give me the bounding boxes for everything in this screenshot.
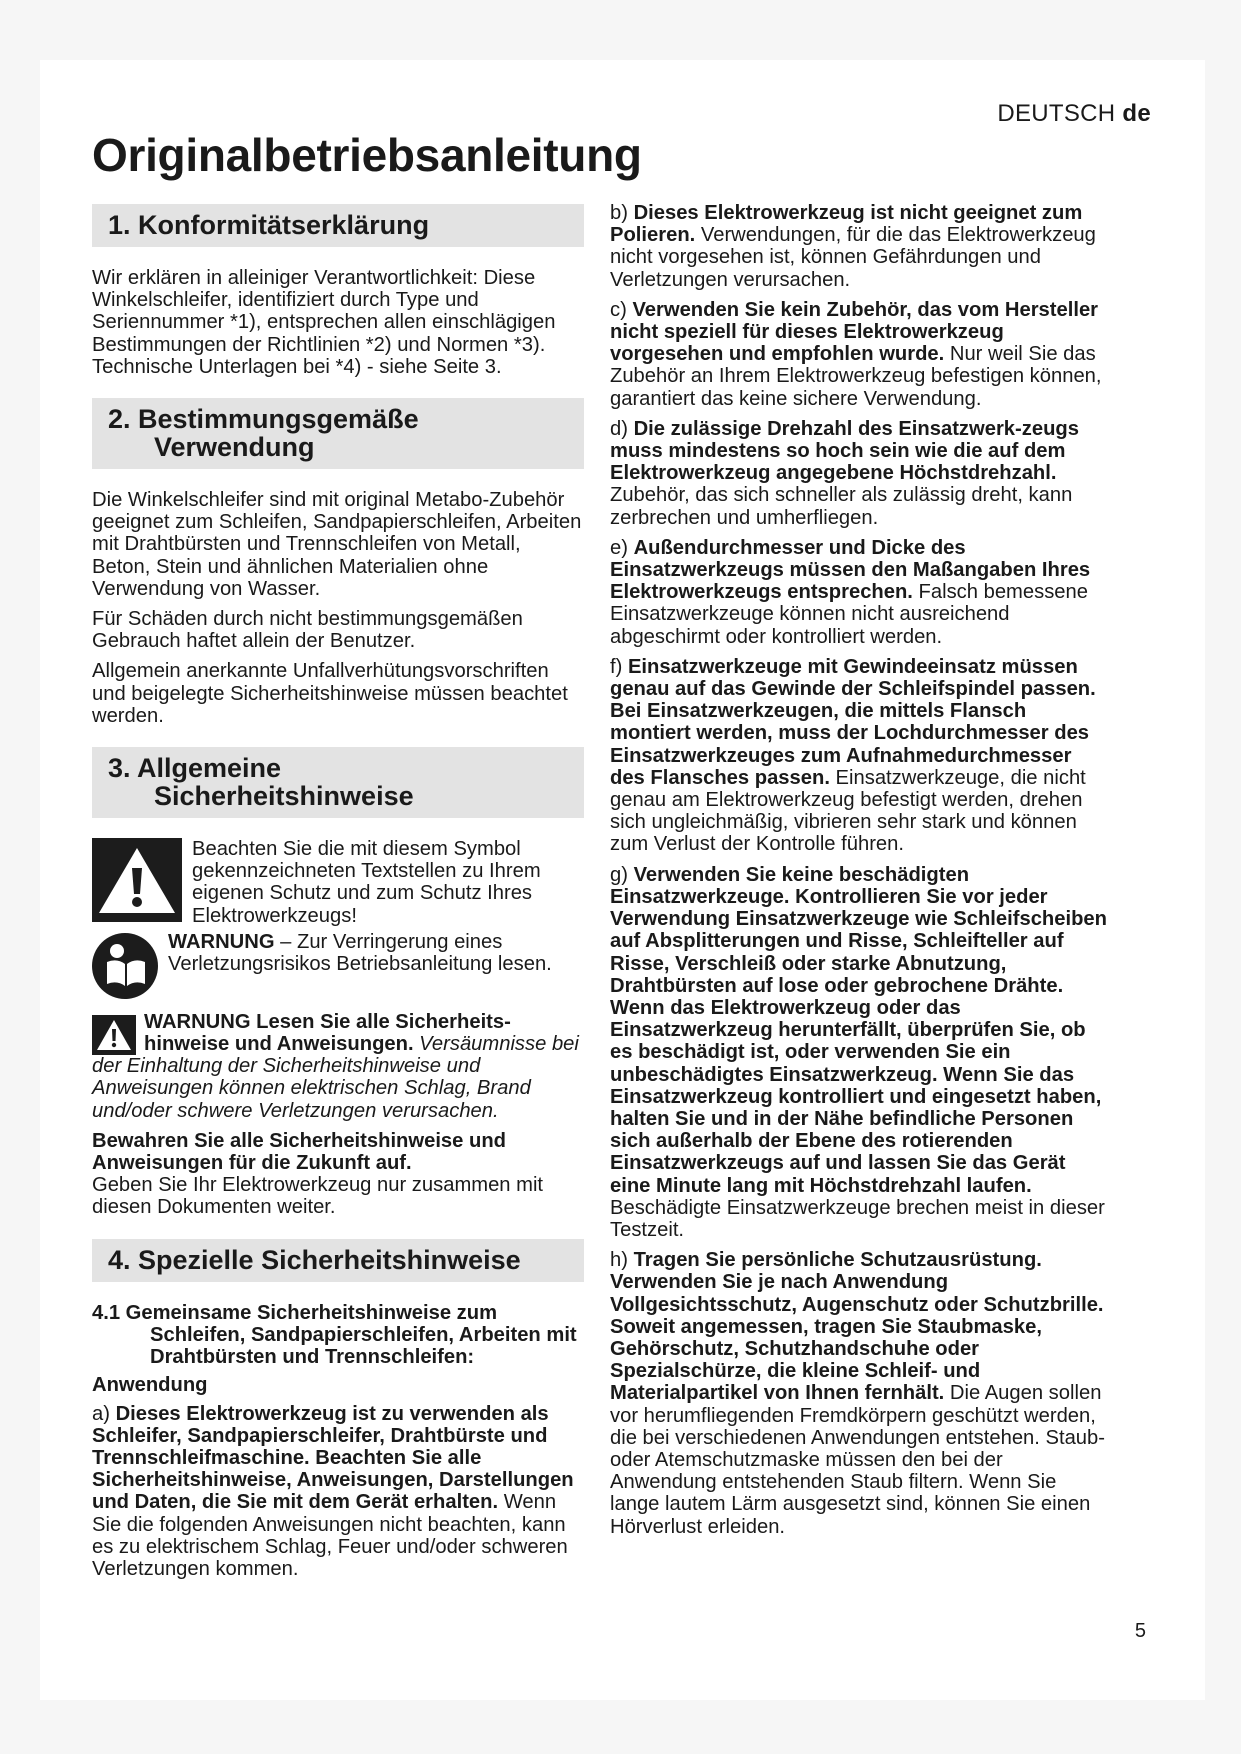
right-column: [610, 202, 1110, 1546]
item-c: c) Verwenden Sie kein Zubehör, das vom Hersteller nicht speziell für dieses Elektrowerkzeug vorgesehen und empfohlen wurde. Nur weil Sie das Zubehör an Ihrem Elektrowerkzeug befestigen können, garantiert das keine sichere Verwendung.: [610, 298, 1102, 410]
warning-symbol-row: [92, 838, 584, 927]
keep-instructions: Bewahren Sie alle Sicherheitshinweise und Anweisungen für die Zukunft auf.: [92, 1129, 506, 1175]
item-d: d) Die zulässige Drehzahl des Einsatzwerk-zeugs muss mindestens so hoch sein wie die auf dem Elektrowerkzeug angegebene Höchstdrehzahl. Zubehör, das sich schneller als zulässig dreht, kann zerbrechen und umherfliegen.: [610, 417, 1079, 529]
section-2-paragraph-3: Allgemein anerkannte Unfallverhütungsvorschriften und beigelegte Sicherheitshinweise müssen beachtet werden.: [92, 660, 568, 727]
section-2-paragraph-2: Für Schäden durch nicht bestimmungsgemäßen Gebrauch haftet allein der Benutzer.: [92, 608, 523, 653]
read-manual-row: [92, 931, 584, 999]
subsection-4-1-heading: 4.1 Gemeinsame Sicherheitshinweise zum Schleifen, Sandpapierschleifen, Arbeiten mit Drahtbürsten und Trennschleifen:: [92, 1301, 577, 1369]
item-e: e) Außendurchmesser und Dicke des Einsatzwerkzeugs müssen den Maßangaben Ihres Elektrowerkzeugs entsprechen. Falsch bemessene Einsatzwerkzeuge können nicht ausreichend abgeschirmt oder kontrolliert werden.: [610, 536, 1091, 648]
item-b: b) Dieses Elektrowerkzeug ist nicht geeignet zum Polieren. Verwendungen, für die das Elektrowerkzeug nicht vorgesehen ist, können Gefährdungen und Verletzungen verursachen.: [610, 202, 1096, 291]
symbol-explanation: Beachten Sie die mit diesem Symbol gekennzeichneten Textstellen zu Ihrem eigenen Schutz und zum Schutz Ihres Elektrowerkzeugs!: [192, 838, 541, 927]
warning-triangle-icon: [92, 838, 182, 922]
language-label: [997, 100, 1151, 128]
read-manual-text: WARNUNG – Zur Verringerung eines Verletzungsrisikos Betriebsanleitung lesen.: [168, 930, 552, 976]
section-2-paragraph-1: Die Winkelschleifer sind mit original Metabo-Zubehör geeignet zum Schleifen, Sandpapierschleifen, Arbeiten mit Drahtbürsten und Trennschleifen von Metall, Beton, Stein und ähnlichen Materialien ohne Verwendung von Wasser.: [92, 489, 582, 600]
page-title: Originalbetriebsanleitung: [92, 129, 642, 181]
read-manual-icon: [92, 933, 158, 999]
section-3-heading: 3. Allgemeine Sicherheitshinweise: [92, 747, 584, 818]
page-number: 5: [1134, 1620, 1146, 1642]
general-warning: WARNUNG Lesen Sie alle Sicherheits-hinweise und Anweisungen. Versäumnisse bei der Einhaltung der Sicherheitshinweise und Anweisungen können elektrischen Schlag, Brand und/oder schwere Verletzungen verursachen.: [92, 1010, 579, 1122]
language-code: de: [1122, 100, 1151, 127]
keep-instructions-text: Geben Sie Ihr Elektrowerkzeug nur zusammen mit diesen Dokumenten weiter.: [92, 1174, 544, 1219]
section-1-text: Wir erklären in alleiniger Verantwortlichkeit: Diese Winkelschleifer, identifiziert durch Type und Seriennummer *1), entsprechen allen einschlägigen Bestimmungen der Richtlinien *2) und Normen *3). Technische Unterlagen bei *4) - siehe Seite 3.: [92, 267, 556, 378]
section-1-heading: 1. Konformitätserklärung: [92, 204, 584, 247]
item-g: g) Verwenden Sie keine beschädigten Einsatzwerkzeuge. Kontrollieren Sie vor jeder Verwendung Einsatzwerkzeuge wie Schleifscheiben auf Absplitterungen und Risse, Schleifteller auf Risse, Verschleiß oder starke Abnutzung, Drahtbürsten auf lose oder gebrochene Drähte. Wenn das Elektrowerkzeug oder das Einsatzwerkzeug herunterfällt, überprüfen Sie, ob es beschädigt ist, oder verwenden Sie ein unbeschädigtes Einsatzwerkzeug. Wenn Sie das Einsatzwerkzeug kontrolliert und eingesetzt haben, halten Sie und in der Nähe befindliche Personen sich außerhalb der Ebene des rotierenden Einsatzwerkzeugs auf und lassen Sie das Gerät eine Minute lang mit Höchstdrehzahl laufen. Beschädigte Einsatzwerkzeuge brechen meist in dieser Testzeit.: [610, 863, 1107, 1241]
section-4-heading: 4. Spezielle Sicherheitshinweise: [92, 1239, 584, 1282]
section-2-heading: 2. Bestimmungsgemäße Verwendung: [92, 398, 584, 469]
left-column: [92, 204, 584, 1588]
item-a: a) Dieses Elektrowerkzeug ist zu verwenden als Schleifer, Sandpapierschleifer, Drahtbürste und Trennschleifmaschine. Beachten Sie alle Sicherheitshinweise, Anweisungen, Darstellungen und Daten, die Sie mit dem Gerät erhalten. Wenn Sie die folgenden Anweisungen nicht beachten, kann es zu elektrischem Schlag, Feuer und/oder schweren Verletzungen kommen.: [92, 1402, 574, 1580]
item-f: f) Einsatzwerkzeuge mit Gewindeeinsatz müssen genau auf das Gewinde der Schleifspindel passen. Bei Einsatzwerkzeugen, die mittels Flansch montiert werden, muss der Lochdurchmesser des Einsatzwerkzeuges zum Aufnahmedurchmesser des Flansches passen. Einsatzwerkzeuge, die nicht genau am Elektrowerkzeug befestigt werden, drehen sich ungleichmäßig, vibrieren sehr stark und können zum Verlust der Kontrolle führen.: [610, 655, 1096, 856]
small-warning-icon: [92, 1015, 136, 1055]
anwendung-heading: Anwendung: [92, 1374, 208, 1397]
language-word: DEUTSCH: [997, 100, 1116, 127]
item-h: h) Tragen Sie persönliche Schutzausrüstung. Verwenden Sie je nach Anwendung Vollgesichtsschutz, Augenschutz oder Schutzbrille. Soweit angemessen, tragen Sie Staubmaske, Gehörschutz, Schutzhandschuhe oder Spezialschürze, die kleine Schleif- und Materialpartikel von Ihnen fernhält. Die Augen sollen vor herumfliegenden Fremdkörpern geschützt werden, die bei verschiedenen Anwendungen entstehen. Staub- oder Atemschutzmaske müssen den bei der Anwendung entstehenden Staub filtern. Wenn Sie lange lautem Lärm ausgesetzt sind, können Sie einen Hörverlust erleiden.: [610, 1249, 1105, 1538]
